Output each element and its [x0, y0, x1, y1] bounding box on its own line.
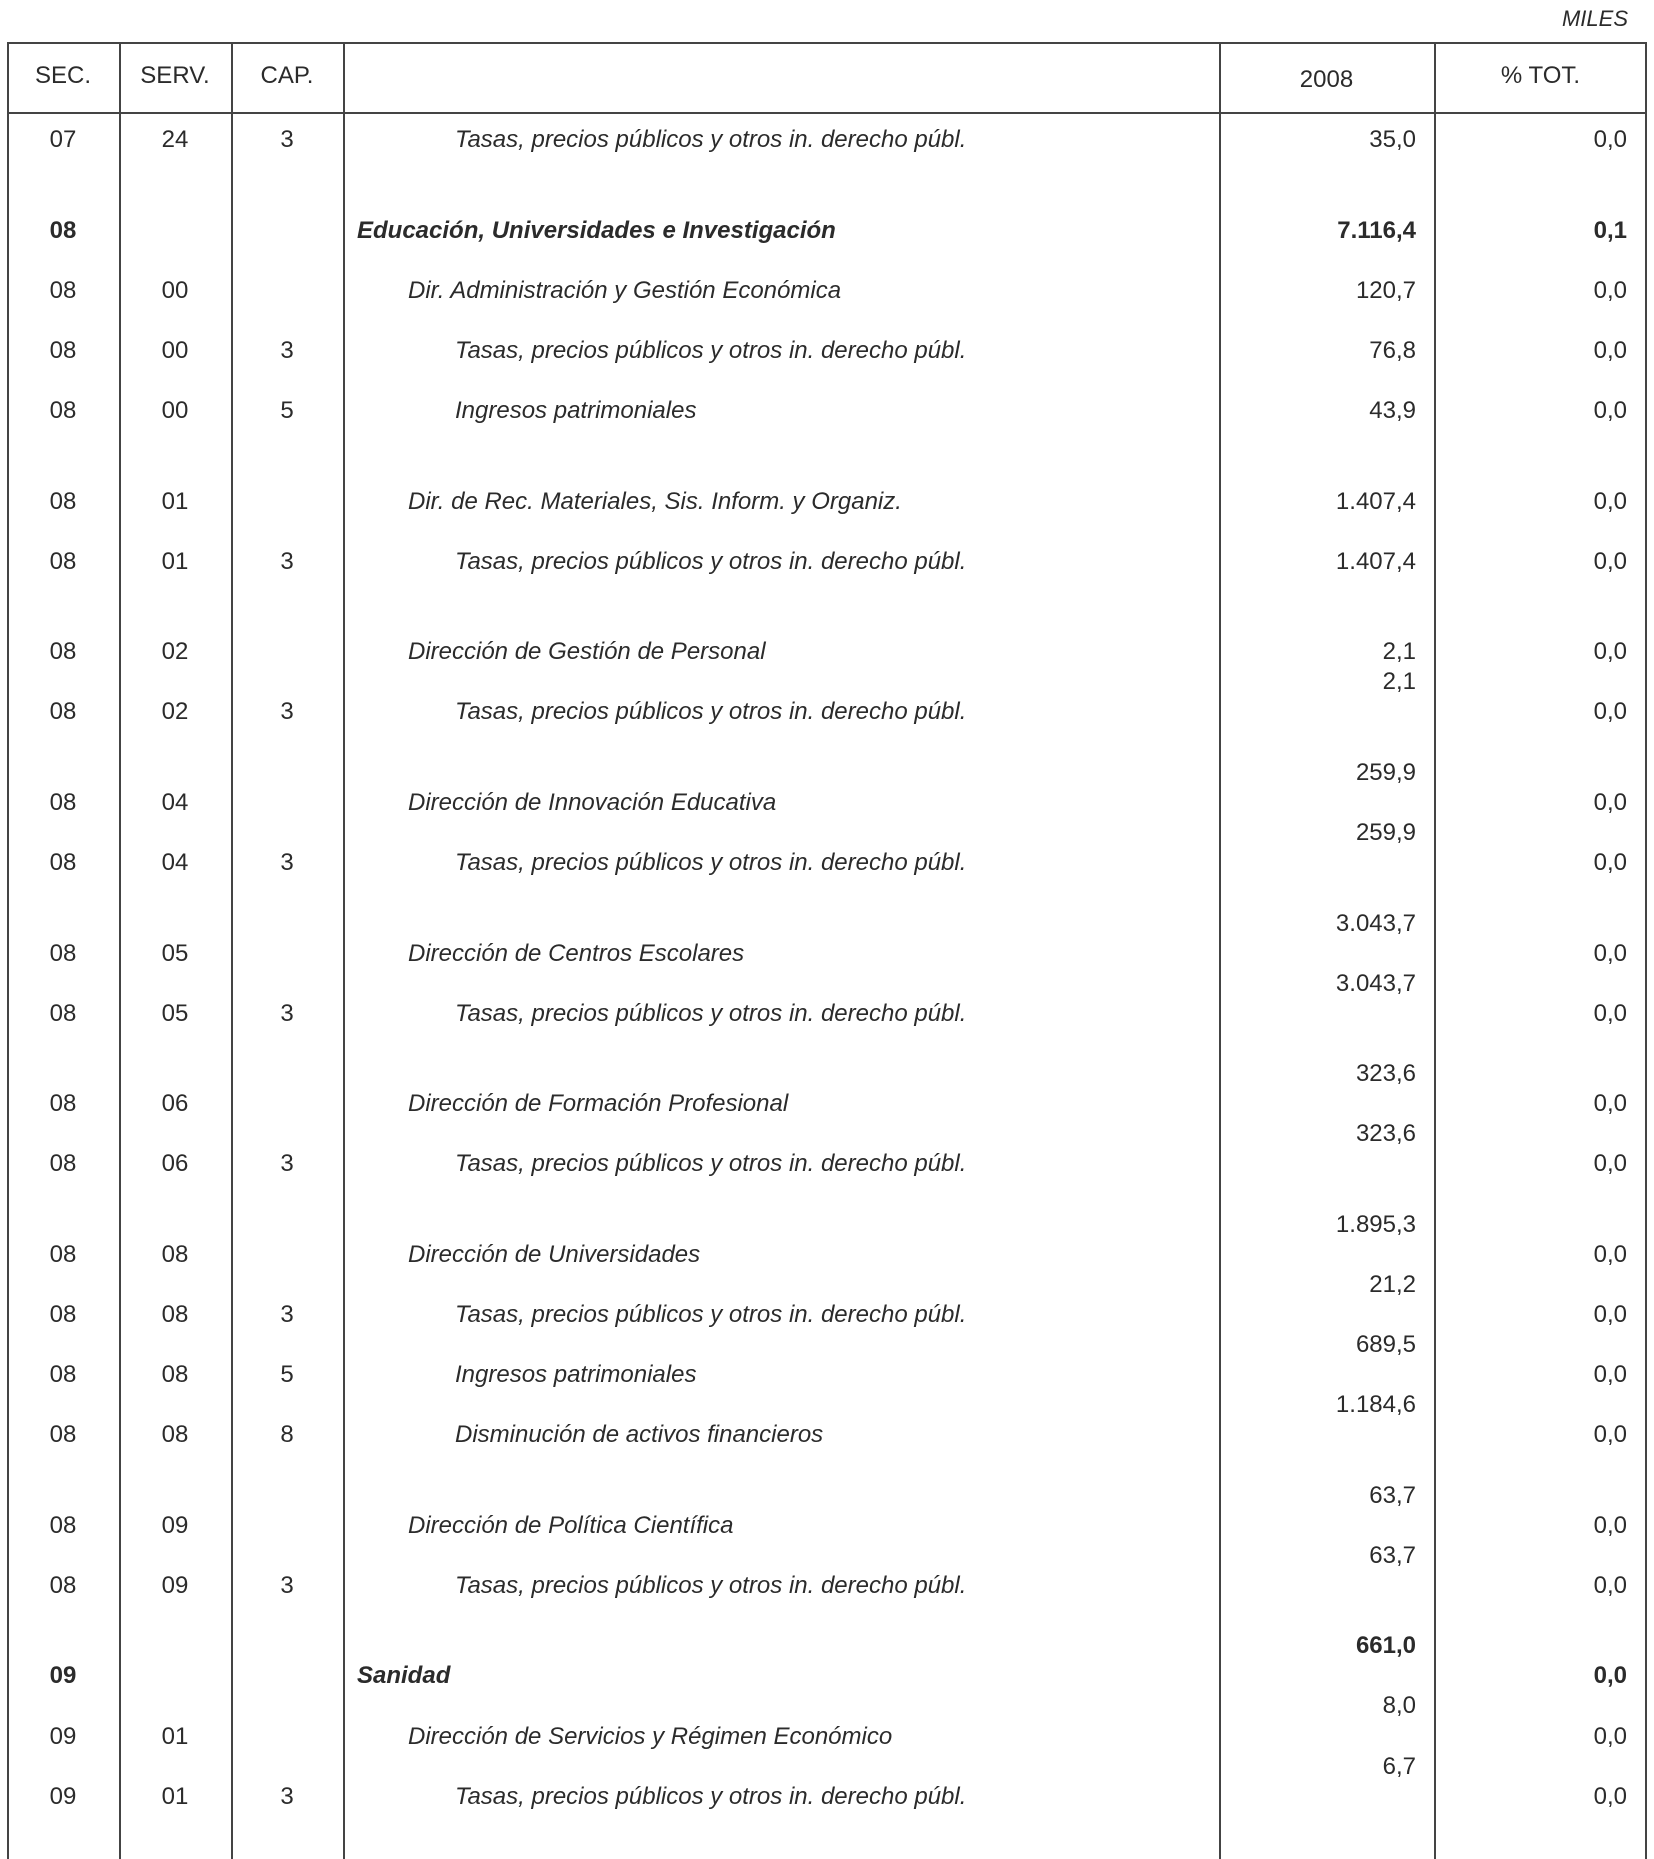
- cap-cell: 5: [280, 1361, 294, 1388]
- description-cell: Tasas, precios públicos y otros in. derecho públ.: [455, 548, 967, 575]
- cap-cell: 3: [280, 126, 294, 153]
- pct-cell: 0,0: [1593, 1572, 1627, 1599]
- serv-cell: 04: [161, 789, 189, 816]
- serv-cell: 08: [161, 1301, 189, 1328]
- amount-cell: 323,6: [1355, 1060, 1416, 1087]
- serv-cell: 00: [161, 337, 189, 364]
- pct-cell: 0,0: [1593, 1723, 1627, 1750]
- amount-cell: 323,6: [1355, 1120, 1416, 1147]
- serv-cell: 02: [161, 638, 189, 665]
- description-cell: Dirección de Formación Profesional: [408, 1090, 789, 1117]
- serv-cell: 05: [161, 1000, 189, 1027]
- sec-cell: 08: [49, 1361, 77, 1388]
- sec-cell: 08: [49, 217, 77, 244]
- sec-cell: 08: [49, 849, 77, 876]
- sec-cell: 08: [49, 1301, 77, 1328]
- sec-cell: 08: [49, 1572, 77, 1599]
- description-cell: Dir. de Rec. Materiales, Sis. Inform. y Organiz.: [408, 488, 902, 515]
- sec-cell: 08: [49, 1150, 77, 1177]
- cap-cell: 5: [280, 397, 294, 424]
- cap-cell: 3: [280, 1000, 294, 1027]
- description-cell: Disminución de activos financieros: [455, 1421, 824, 1448]
- header-sec: SEC.: [34, 62, 91, 89]
- description-cell: Tasas, precios públicos y otros in. derecho públ.: [455, 126, 967, 153]
- cap-cell: 3: [280, 1572, 294, 1599]
- description-cell: Tasas, precios públicos y otros in. derecho públ.: [455, 1000, 967, 1027]
- amount-cell: 2,1: [1382, 668, 1416, 695]
- description-cell: Dirección de Universidades: [408, 1241, 701, 1268]
- sec-cell: 08: [49, 1090, 77, 1117]
- sec-cell: 08: [49, 789, 77, 816]
- pct-cell: 0,0: [1593, 1150, 1627, 1177]
- sec-cell: 07: [49, 126, 77, 153]
- amount-cell: 63,7: [1369, 1482, 1416, 1509]
- pct-cell: 0,0: [1593, 337, 1627, 364]
- cap-cell: 3: [280, 698, 294, 725]
- pct-cell: 0,0: [1593, 548, 1627, 575]
- serv-cell: 01: [161, 488, 189, 515]
- header-year: 2008: [1299, 66, 1354, 93]
- sec-cell: 08: [49, 277, 77, 304]
- pct-cell: 0,0: [1593, 1421, 1627, 1448]
- pct-cell: 0,0: [1593, 638, 1627, 665]
- description-cell: Tasas, precios públicos y otros in. derecho públ.: [455, 1150, 967, 1177]
- serv-cell: 06: [161, 1090, 189, 1117]
- serv-cell: 08: [161, 1361, 189, 1388]
- description-cell: Tasas, precios públicos y otros in. derecho públ.: [455, 1783, 967, 1810]
- sec-cell: 09: [49, 1783, 77, 1810]
- amount-cell: 259,9: [1355, 819, 1416, 846]
- amount-cell: 3.043,7: [1335, 970, 1416, 997]
- sec-cell: 08: [49, 548, 77, 575]
- amount-cell: 35,0: [1369, 126, 1416, 153]
- description-cell: Educación, Universidades e Investigación: [357, 217, 836, 244]
- pct-cell: 0,0: [1593, 698, 1627, 725]
- description-cell: Dirección de Política Científica: [408, 1512, 734, 1539]
- cap-cell: 3: [280, 1301, 294, 1328]
- sec-cell: 08: [49, 1241, 77, 1268]
- pct-cell: 0,0: [1593, 849, 1627, 876]
- pct-cell: 0,0: [1593, 277, 1627, 304]
- amount-cell: 661,0: [1355, 1632, 1416, 1659]
- description-cell: Ingresos patrimoniales: [455, 397, 697, 424]
- unit-label: MILES: [1561, 6, 1628, 31]
- description-cell: Tasas, precios públicos y otros in. derecho públ.: [455, 1301, 967, 1328]
- cap-cell: 3: [280, 548, 294, 575]
- cap-cell: 8: [280, 1421, 294, 1448]
- serv-cell: 00: [161, 397, 189, 424]
- serv-cell: 09: [161, 1512, 189, 1539]
- description-cell: Dirección de Centros Escolares: [408, 940, 745, 967]
- pct-cell: 0,0: [1593, 1000, 1627, 1027]
- amount-cell: 21,2: [1369, 1271, 1416, 1298]
- pct-cell: 0,0: [1593, 1662, 1627, 1689]
- sec-cell: 08: [49, 488, 77, 515]
- serv-cell: 01: [161, 1783, 189, 1810]
- pct-cell: 0,0: [1593, 1301, 1627, 1328]
- serv-cell: 01: [161, 548, 189, 575]
- cap-cell: 3: [280, 337, 294, 364]
- description-cell: Sanidad: [357, 1662, 451, 1689]
- sec-cell: 08: [49, 638, 77, 665]
- amount-cell: 76,8: [1369, 337, 1416, 364]
- sec-cell: 08: [49, 1000, 77, 1027]
- pct-cell: 0,0: [1593, 940, 1627, 967]
- description-cell: Tasas, precios públicos y otros in. derecho públ.: [455, 337, 967, 364]
- serv-cell: 08: [161, 1421, 189, 1448]
- description-cell: Dirección de Servicios y Régimen Económico: [408, 1723, 893, 1750]
- cap-cell: 3: [280, 849, 294, 876]
- header-cap: CAP.: [260, 62, 314, 89]
- amount-cell: 3.043,7: [1335, 910, 1416, 937]
- amount-cell: 63,7: [1369, 1542, 1416, 1569]
- sec-cell: 08: [49, 940, 77, 967]
- amount-cell: 120,7: [1355, 277, 1416, 304]
- sec-cell: 08: [49, 698, 77, 725]
- amount-cell: 1.184,6: [1335, 1391, 1416, 1418]
- sec-cell: 08: [49, 337, 77, 364]
- pct-cell: 0,0: [1593, 397, 1627, 424]
- sec-cell: 09: [49, 1723, 77, 1750]
- sec-cell: 08: [49, 397, 77, 424]
- header-pct: % TOT.: [1500, 62, 1581, 89]
- serv-cell: 24: [161, 126, 189, 153]
- serv-cell: 06: [161, 1150, 189, 1177]
- pct-cell: 0,0: [1593, 1090, 1627, 1117]
- amount-cell: 6,7: [1382, 1753, 1416, 1780]
- serv-cell: 00: [161, 277, 189, 304]
- description-cell: Ingresos patrimoniales: [455, 1361, 697, 1388]
- header-divider: [7, 112, 1647, 114]
- description-cell: Dirección de Gestión de Personal: [408, 638, 766, 665]
- sec-cell: 08: [49, 1512, 77, 1539]
- cap-cell: 3: [280, 1783, 294, 1810]
- pct-cell: 0,0: [1593, 1512, 1627, 1539]
- pct-cell: 0,0: [1593, 1783, 1627, 1810]
- pct-cell: 0,0: [1593, 126, 1627, 153]
- amount-cell: 7.116,4: [1337, 217, 1416, 244]
- amount-cell: 8,0: [1382, 1692, 1416, 1719]
- amount-cell: 2,1: [1382, 638, 1416, 665]
- amount-cell: 1.895,3: [1335, 1211, 1416, 1238]
- serv-cell: 04: [161, 849, 189, 876]
- description-cell: Dirección de Innovación Educativa: [408, 789, 777, 816]
- amount-cell: 1.407,4: [1335, 488, 1416, 515]
- description-cell: Tasas, precios públicos y otros in. derecho públ.: [455, 1572, 967, 1599]
- amount-cell: 43,9: [1369, 397, 1416, 424]
- cap-cell: 3: [280, 1150, 294, 1177]
- pct-cell: 0,0: [1593, 1361, 1627, 1388]
- serv-cell: 02: [161, 698, 189, 725]
- serv-cell: 01: [161, 1723, 189, 1750]
- amount-cell: 689,5: [1355, 1331, 1416, 1358]
- amount-cell: 259,9: [1355, 759, 1416, 786]
- sec-cell: 08: [49, 1421, 77, 1448]
- description-cell: Tasas, precios públicos y otros in. derecho públ.: [455, 698, 967, 725]
- serv-cell: 05: [161, 940, 189, 967]
- description-cell: Tasas, precios públicos y otros in. derecho públ.: [455, 849, 967, 876]
- pct-cell: 0,0: [1593, 789, 1627, 816]
- pct-cell: 0,0: [1593, 488, 1627, 515]
- serv-cell: 09: [161, 1572, 189, 1599]
- header-serv: SERV.: [140, 62, 210, 89]
- pct-cell: 0,1: [1593, 217, 1627, 244]
- sec-cell: 09: [49, 1662, 77, 1689]
- pct-cell: 0,0: [1593, 1241, 1627, 1268]
- serv-cell: 08: [161, 1241, 189, 1268]
- amount-cell: 1.407,4: [1335, 548, 1416, 575]
- description-cell: Dir. Administración y Gestión Económica: [408, 277, 842, 304]
